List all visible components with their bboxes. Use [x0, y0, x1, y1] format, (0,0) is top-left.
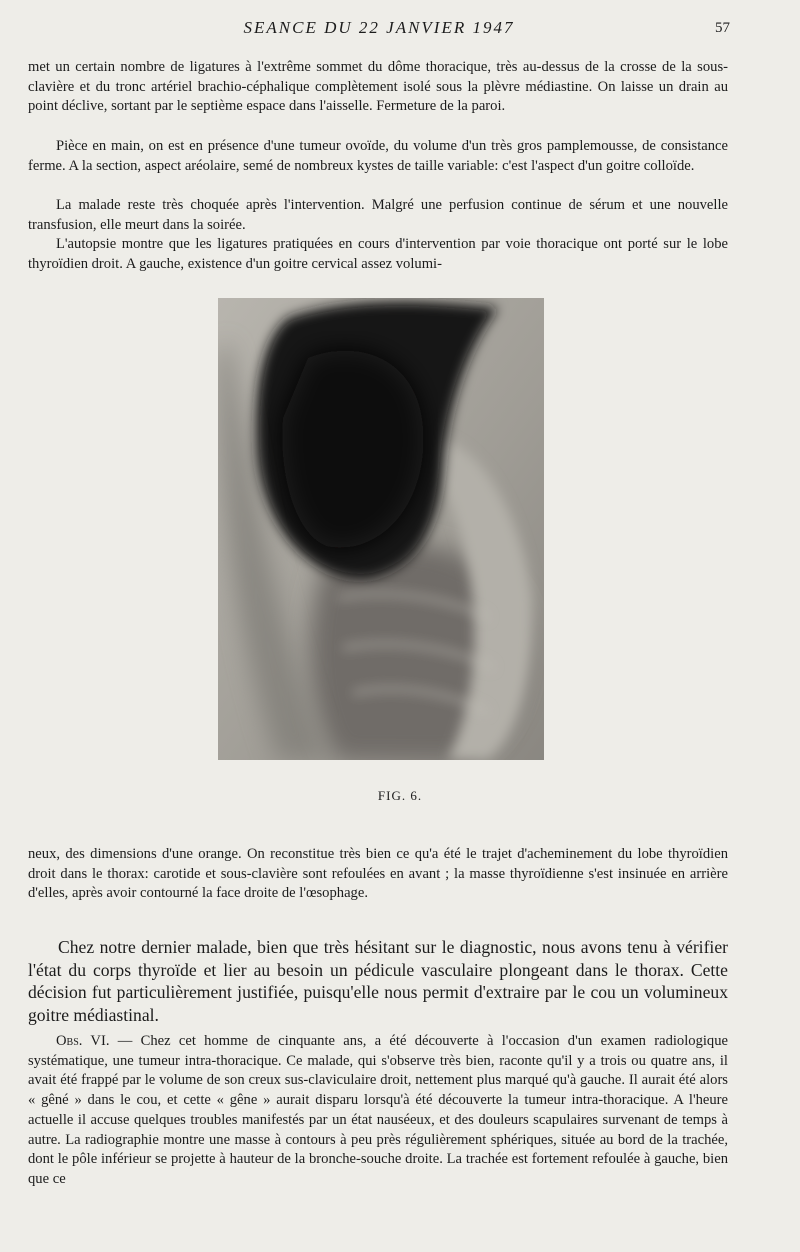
radiograph-image [218, 298, 544, 760]
paragraph-4: L'autopsie montre que les ligatures pratiquées en cours d'intervention par voie thoracique ont porté sur le lobe thyroïdien droit. A gauche, existence d'un goitre cervical assez volumi- [28, 236, 728, 272]
observation-text: — Chez cet homme de cinquante ans, a été découverte à l'occasion d'un examen radiologique systématique, une tumeur intra-thoracique. Ce malade, qui s'observe très bien, raconte qu'il y a trois ou quatre ans, il avait été frappé par le volume de son creux sus-claviculaire droit, nettement plus marqué qu'à gauche. Il aurait été alors « gêné » dans le cou, et cette « gêne » aurait disparu lorsqu'à été découverte la tumeur intra-thoracique. A l'heure actuelle il accuse quelques troubles manifestés par un état nauséeux, et des douleurs scapulaires survenant de temps à autre. La radiographie montre une masse à contours à peu près régulièrement sphériques, située au bord de la trachée, dont le pôle inférieur se projette à hauteur de la bronche-souche droite. La trachée est fortement refoulée à gauche, bien que ce [28, 1033, 728, 1187]
commentary-paragraph: Chez notre dernier malade, bien que très hésitant sur le diagnostic, nous avons tenu à vérifier l'état du corps thyroïde et lier au besoin un pédicule vasculaire plongeant dans le thorax. Cette décision fut particulièrement justifiée, puisqu'elle nous permit d'extraire par le cou un volumineux goitre médiastinal. [28, 937, 728, 1025]
radiograph-figure [218, 298, 544, 760]
figure-caption: FIG. 6. [377, 788, 423, 803]
observation-paragraph [28, 1032, 728, 1190]
page-number: 57 [715, 20, 730, 36]
running-header: SEANCE DU 22 JANVIER 1947 [243, 18, 515, 37]
paragraph-1: met un certain nombre de ligatures à l'extrême sommet du dôme thoracique, très au-dessus de la crosse de la sous-clavière et du tronc artériel brachio-céphalique complètement isolé sous la plèvre médiastine. On laisse un drain au point déclive, sortant par le septième espace dans l'aisselle. Fermeture de la paroi. [28, 59, 728, 115]
observation-label: Obs. VI. [56, 1033, 110, 1049]
paragraph-2: Pièce en main, on est en présence d'une tumeur ovoïde, du volume d'un très gros pamplemousse, de consistance ferme. A la section, aspect aréolaire, semé de nombreux kystes de taille variable: c'est l'aspect d'un goitre colloïde. [28, 138, 728, 174]
paragraph-3: La malade reste très choquée après l'intervention. Malgré une perfusion continue de sérum et une nouvelle transfusion, elle meurt dans la soirée. [28, 197, 728, 233]
paragraph-after-figure: neux, des dimensions d'une orange. On reconstitue très bien ce qu'a été le trajet d'acheminement du lobe thyroïdien droit dans le thorax: carotide et sous-clavière sont refoulées en avant ; la masse thyroïdienne s'est insinuée en arrière d'elles, après avoir contourné la face droite de l'œsophage. [28, 846, 728, 902]
